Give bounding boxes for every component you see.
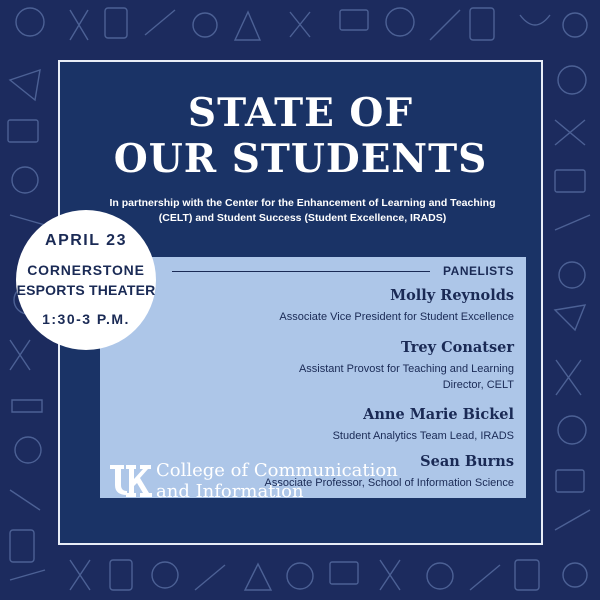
panelists-divider [172,271,430,272]
scissors-icon [556,360,581,395]
pencil-icon [10,570,45,580]
panelist-role: Director, CELT [442,379,514,391]
partnership-line1: In partnership with the Center for the Enhancement of Learning and Teaching [109,197,496,209]
panelist-role: Student Analytics Team Lead, IRADS [332,430,514,442]
panelist-name: Molly Reynolds [390,287,514,304]
partnership-line2: (CELT) and Student Success (Student Excellence, IRADS) [158,212,447,224]
venue-line1: CORNERSTONE [27,262,145,278]
book-icon [555,170,585,192]
panelist-role: Associate Vice President for Student Excellence [279,311,514,323]
atom-icon [12,167,38,193]
soccer-ball-icon [16,8,44,36]
calculator-icon [110,560,132,590]
globe-icon [193,13,217,37]
ruler-icon [10,215,45,225]
book-icon [556,470,584,492]
uk-logo-icon [108,462,152,500]
calculator-icon [470,8,494,40]
event-time: 1:30-3 P.M. [42,311,130,327]
paper-plane-icon [555,305,585,330]
pencil-icon [10,490,40,510]
panelist-role: Associate Professor, School of Information Science [264,477,514,489]
calculator-icon [515,560,539,590]
panelist-name: Sean Burns [420,453,514,470]
scissors-icon [555,120,585,145]
date-venue-badge [16,210,156,350]
pencil-icon [555,215,590,230]
pencil-icon [195,565,225,590]
scissors-icon [10,340,30,370]
venue-line2: ESPORTS THEATER [16,282,156,298]
college-name-line1: College of Communication [156,460,398,481]
partnership-text [100,196,505,226]
clock-icon [559,262,585,288]
book-icon [340,10,368,30]
soccer-ball-icon [427,563,453,589]
college-name [156,460,398,502]
college-name-line2: and Information [156,481,304,502]
pencil-icon [145,10,175,35]
soccer-ball-icon [386,8,414,36]
ruler-icon [12,400,42,412]
event-date: APRIL 23 [45,232,127,249]
soccer-ball-icon [563,563,587,587]
panelist-role: Assistant Provost for Teaching and Learning [298,363,514,375]
pencil-icon [555,510,590,530]
book-icon [8,120,38,142]
clock-icon [15,437,41,463]
headphones-icon [520,15,550,25]
paper-plane-icon [10,70,40,100]
atom-icon [558,66,586,94]
globe-icon [558,416,586,444]
book-icon [330,562,358,584]
pencil-icon [430,10,460,40]
event-title-line1: STATE OF [187,90,414,136]
panelists-heading: PANELISTS [443,264,514,278]
globe-icon [563,13,587,37]
calculator-icon [10,530,34,562]
atom-icon [152,562,178,588]
triangle-ruler-icon [235,12,260,40]
pencil-icon [470,565,500,590]
panelist-name: Trey Conatser [401,339,514,356]
panelist-name: Anne Marie Bickel [363,406,514,423]
calculator-icon [105,8,127,38]
scissors-icon [290,12,310,37]
event-title-line2: OUR STUDENTS [113,136,488,182]
scissors-icon [70,10,88,40]
scissors-icon [70,560,90,590]
triangle-ruler-icon [245,564,271,590]
scissors-icon [380,560,400,590]
globe-icon [287,563,313,589]
